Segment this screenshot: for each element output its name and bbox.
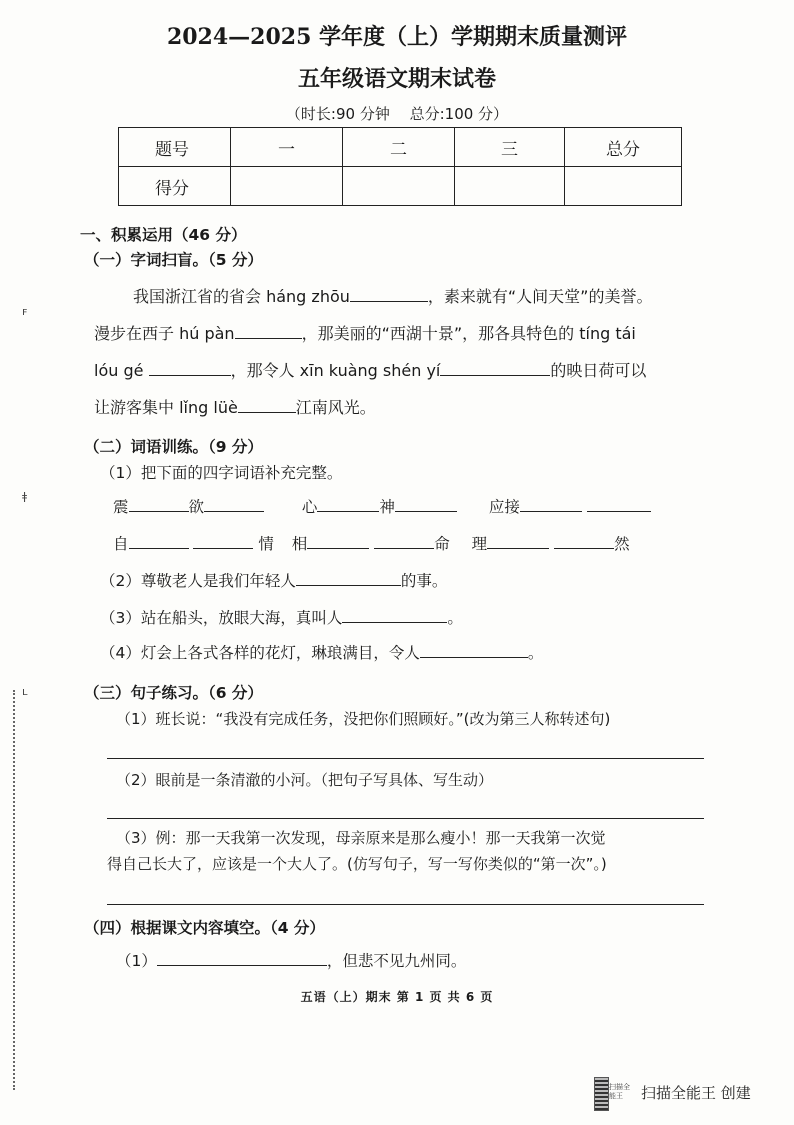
pinyin: tíng tái [579,324,636,343]
qr-code-icon [594,1077,609,1111]
question-text-part: 。 [447,609,463,627]
score-table-cell: 一 [231,128,343,167]
passage-line [133,284,652,307]
question-text-part: （4）灯会上各式各样的花灯，琳琅满目，令人 [100,644,420,662]
score-blank-cell[interactable] [231,167,343,206]
exam-duration-score: （时长:90 分钟 总分:100 分） [285,105,509,123]
answer-blank[interactable] [554,534,614,549]
idiom-char: 神 [379,498,395,516]
idiom-row [113,495,651,517]
pinyin: hú pàn [179,324,235,343]
scan-mark: ǂ [22,490,28,503]
score-table-cell: 三 [455,128,565,167]
idiom-char: 然 [614,535,630,553]
section-heading: 一、积累运用（46 分） [80,226,247,244]
answer-blank[interactable] [342,608,447,623]
pinyin: lóu gé [94,361,144,380]
idiom-char: 相 [291,535,308,553]
answer-blank[interactable] [157,951,327,966]
question-text [100,641,543,663]
idiom-char: 命 [434,535,450,553]
question-text [100,606,463,628]
question-text [100,569,447,591]
answer-blank[interactable] [487,534,549,549]
score-blank-cell[interactable] [455,167,565,206]
question-text-part: ，但悲不见九州同。 [326,952,467,970]
idiom-char: 心 [301,498,318,516]
score-table-cell: 二 [343,128,455,167]
page-footer: 五语（上）期末 第 1 页 共 6 页 [300,990,494,1004]
answer-blank[interactable] [350,287,428,302]
binding-dotted-line [13,690,15,1090]
question-text: 得自己长大了，应该是一个大人了。(仿写句子，写一写你类似的“第一次”。) [107,855,607,873]
pinyin: háng zhōu [266,287,350,306]
answer-line[interactable] [107,818,704,819]
answer-blank[interactable] [129,534,189,549]
idiom-row [113,532,630,554]
passage-text: 我国浙江省的省会 [133,287,267,306]
answer-line[interactable] [107,904,704,905]
idiom-char: 理 [471,535,488,553]
answer-line[interactable] [107,758,704,759]
question-text: （1）班长说：“我没有完成任务，没把你们照顾好。”(改为第三人称转述句) [116,710,611,728]
passage-text: ，那美丽的“西湖十景”，那各具特色的 [301,324,580,343]
question-text-part: 。 [527,644,544,662]
answer-blank[interactable] [307,534,369,549]
answer-blank[interactable] [587,497,651,512]
score-table-header-row [119,128,682,167]
passage-text: 的映日荷可以 [550,361,647,380]
question-heading: （一）字词扫盲。（5 分） [84,251,263,269]
passage-line [94,358,646,381]
question-text-part: 的事。 [400,572,448,590]
answer-blank[interactable] [149,361,231,376]
score-table-cell: 总分 [565,128,682,167]
passage-text: 江南风光。 [295,398,376,417]
passage-line [94,395,376,418]
passage-text: 漫步在西子 [94,324,180,343]
question-text [116,949,466,971]
answer-blank[interactable] [296,571,401,586]
answer-blank[interactable] [420,643,528,658]
answer-blank[interactable] [374,534,434,549]
answer-blank[interactable] [317,497,379,512]
answer-blank[interactable] [520,497,582,512]
answer-blank[interactable] [440,361,550,376]
answer-blank[interactable] [395,497,457,512]
answer-blank[interactable] [238,398,296,413]
question-text-part: （1） [116,952,157,970]
score-table [118,127,682,206]
pinyin: xīn kuàng shén yí [299,361,441,380]
question-text: （2）眼前是一条清澈的小河。（把句子写具体、写生动） [116,771,494,789]
exam-title: 2024—2025 学年度（上）学期期末质量测评 [166,24,628,50]
answer-blank[interactable] [204,497,264,512]
question-heading: （二）词语训练。（9 分） [84,438,263,456]
scan-mark: ʟ [22,685,28,698]
score-table-score-row [119,167,682,206]
question-heading: （三）句子练习。（6 分） [84,684,263,702]
question-text-part: （2）尊敬老人是我们年轻人 [100,572,296,590]
question-text: （3）例：那一天我第一次发现，母亲原来是那么瘦小！那一天我第一次觉 [116,829,606,847]
watermark-text: 扫描全能王 创建 [641,1084,751,1102]
passage-text: 让游客集中 [94,398,180,417]
answer-blank[interactable] [129,497,189,512]
idiom-char: 自 [113,535,129,553]
score-table-cell: 题号 [119,128,231,167]
passage-text: ，素来就有“人间天堂”的美誉。 [427,287,653,306]
idiom-char: 欲 [188,498,205,516]
passage-text: ，那令人 [230,361,300,380]
answer-blank[interactable] [235,324,302,339]
question-text-part: （3）站在船头，放眼大海，真叫人 [100,609,343,627]
idiom-char: 情 [258,535,274,553]
question-text: （1）把下面的四字词语补充完整。 [100,464,343,482]
question-heading: （四）根据课文内容填空。（4 分） [84,919,325,937]
idiom-char: 震 [113,498,129,516]
camscanner-logo-icon: 扫描全能王 [609,1083,630,1100]
score-blank-cell[interactable] [343,167,455,206]
scan-mark: ꜰ [22,305,28,318]
pinyin: lǐng lüè [179,398,238,417]
passage-line [94,321,636,344]
answer-blank[interactable] [193,534,253,549]
idiom-char: 应接 [488,498,520,516]
exam-subtitle: 五年级语文期末试卷 [297,66,496,92]
score-table-cell: 得分 [119,167,231,206]
score-blank-cell[interactable] [565,167,682,206]
